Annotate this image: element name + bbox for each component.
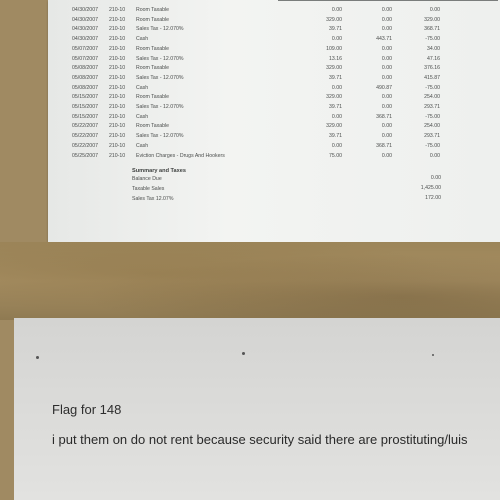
folio-receipt (48, 0, 500, 242)
transaction-row (48, 102, 500, 112)
row-date: 05/07/2007 (72, 55, 98, 62)
row-payment: 0.00 (381, 65, 392, 72)
row-account: 210-10 (109, 113, 126, 120)
row-payment: 0.00 (381, 152, 392, 159)
row-balance: 0.00 (429, 152, 440, 159)
transaction-row (48, 141, 500, 151)
row-description: Room Taxable (136, 7, 170, 13)
taxable-sales-value: 1,425.00 (420, 185, 441, 191)
row-payment: 443.71 (376, 36, 392, 43)
row-amount: 0.00 (331, 142, 342, 149)
row-description: Sales Tax - 12.070% (136, 133, 184, 140)
row-date: 04/30/2007 (72, 36, 98, 43)
row-date: 05/15/2007 (72, 94, 98, 101)
row-date: 05/08/2007 (72, 65, 98, 72)
receipt-header-line (278, 0, 498, 1)
row-account: 210-10 (109, 104, 126, 110)
row-amount: 329.00 (326, 123, 342, 130)
row-date: 04/30/2007 (72, 7, 98, 13)
row-account: 210-10 (109, 36, 126, 43)
row-account: 210-10 (109, 133, 126, 140)
row-payment: 0.00 (381, 74, 392, 81)
row-date: 05/08/2007 (72, 84, 98, 91)
sales-tax-value: 172.00 (425, 195, 441, 201)
row-account: 210-10 (109, 65, 126, 72)
transaction-row (48, 73, 500, 83)
transaction-row (48, 34, 500, 44)
row-balance: 254.00 (424, 94, 440, 101)
row-description: Eviction Charges - Drugs And Hookers (136, 152, 225, 159)
row-date: 04/30/2007 (72, 26, 98, 33)
row-account: 210-10 (109, 16, 126, 23)
sales-tax-label: Sales Tax 12.07% (132, 196, 174, 202)
row-balance: 368.71 (424, 26, 440, 33)
row-description: Cash (136, 36, 149, 43)
transaction-row (48, 112, 500, 122)
transaction-row (48, 24, 500, 34)
row-date: 04/30/2007 (72, 16, 98, 23)
transaction-row (48, 63, 500, 73)
row-payment: 0.00 (381, 26, 392, 33)
row-date: 05/08/2007 (72, 74, 98, 81)
row-account: 210-10 (109, 142, 126, 149)
row-description: Cash (136, 142, 149, 149)
row-payment: 0.00 (381, 55, 392, 62)
row-payment: 0.00 (381, 104, 392, 110)
row-balance: 293.71 (424, 133, 440, 140)
row-payment: 368.71 (376, 113, 392, 120)
row-payment: 0.00 (381, 133, 392, 140)
row-description: Room Taxable (136, 65, 170, 72)
wooden-surface (0, 242, 500, 320)
balance-due-label: Balance Due (132, 176, 162, 182)
row-date: 05/22/2007 (72, 133, 98, 140)
row-amount: 39.71 (329, 26, 342, 33)
row-date: 05/15/2007 (72, 104, 98, 110)
row-date: 05/07/2007 (72, 45, 98, 52)
row-balance: 376.16 (424, 65, 440, 72)
row-amount: 39.71 (329, 74, 342, 81)
row-account: 210-10 (109, 94, 126, 101)
transaction-row (48, 83, 500, 93)
row-account: 210-10 (109, 7, 126, 13)
taxable-sales-label: Taxable Sales (132, 186, 165, 192)
row-amount: 329.00 (326, 94, 342, 101)
row-description: Sales Tax - 12.070% (136, 104, 184, 110)
row-account: 210-10 (109, 152, 126, 159)
transaction-row (48, 131, 500, 141)
transaction-row (48, 92, 500, 102)
row-amount: 13.16 (329, 55, 342, 62)
row-account: 210-10 (109, 26, 126, 33)
row-description: Sales Tax - 12.070% (136, 55, 184, 62)
transaction-row (48, 151, 500, 161)
row-account: 210-10 (109, 74, 126, 81)
row-payment: 0.00 (381, 123, 392, 130)
row-description: Room Taxable (136, 16, 170, 23)
row-payment: 0.00 (381, 7, 392, 13)
row-amount: 39.71 (329, 104, 342, 110)
transaction-row (48, 15, 500, 25)
row-amount: 0.00 (331, 7, 342, 13)
row-payment: 0.00 (381, 94, 392, 101)
transaction-row (48, 5, 500, 15)
paper-speck (432, 354, 434, 356)
row-description: Room Taxable (136, 45, 170, 52)
row-amount: 109.00 (326, 45, 342, 52)
row-date: 05/22/2007 (72, 142, 98, 149)
row-date: 05/15/2007 (72, 113, 98, 120)
row-balance: 47.16 (427, 55, 440, 62)
note-text: i put them on do not rent because security said there are prostituting/luis (52, 432, 468, 447)
row-description: Room Taxable (136, 123, 170, 130)
row-balance: 0.00 (429, 7, 440, 13)
row-account: 210-10 (109, 55, 126, 62)
paper-speck (242, 352, 245, 355)
row-amount: 329.00 (326, 65, 342, 72)
row-balance: 254.00 (424, 123, 440, 130)
row-date: 05/22/2007 (72, 123, 98, 130)
row-balance: 415.87 (424, 74, 440, 81)
row-date: 05/25/2007 (72, 152, 98, 159)
row-amount: 0.00 (331, 36, 342, 43)
row-description: Sales Tax - 12.070% (136, 74, 184, 81)
transaction-row (48, 44, 500, 54)
summary-title: Summary and Taxes (132, 168, 186, 174)
row-account: 210-10 (109, 84, 126, 91)
balance-due-value: 0.00 (430, 175, 441, 181)
row-balance: 329.00 (424, 16, 440, 23)
row-balance: -75.00 (425, 142, 440, 149)
row-payment: 368.71 (376, 142, 392, 149)
row-balance: -75.00 (425, 113, 440, 120)
row-description: Room Taxable (136, 94, 170, 101)
row-payment: 0.00 (381, 16, 392, 23)
transaction-row (48, 121, 500, 131)
row-payment: 490.87 (376, 84, 392, 91)
row-amount: 329.00 (326, 16, 342, 23)
row-account: 210-10 (109, 45, 126, 52)
row-description: Cash (136, 84, 149, 91)
row-payment: 0.00 (381, 45, 392, 52)
paper-speck (36, 356, 39, 359)
row-amount: 0.00 (331, 113, 342, 120)
transaction-row (48, 54, 500, 64)
row-description: Sales Tax - 12.070% (136, 26, 184, 33)
row-balance: 34.00 (427, 45, 440, 52)
row-amount: 39.71 (329, 133, 342, 140)
row-account: 210-10 (109, 123, 126, 130)
row-amount: 0.00 (331, 84, 342, 91)
row-balance: -75.00 (425, 84, 440, 91)
row-balance: 293.71 (424, 104, 440, 110)
note-sheet (14, 318, 500, 500)
row-description: Cash (136, 113, 149, 120)
row-balance: -75.00 (425, 36, 440, 43)
row-amount: 75.00 (329, 152, 342, 159)
note-title: Flag for 148 (52, 402, 122, 417)
